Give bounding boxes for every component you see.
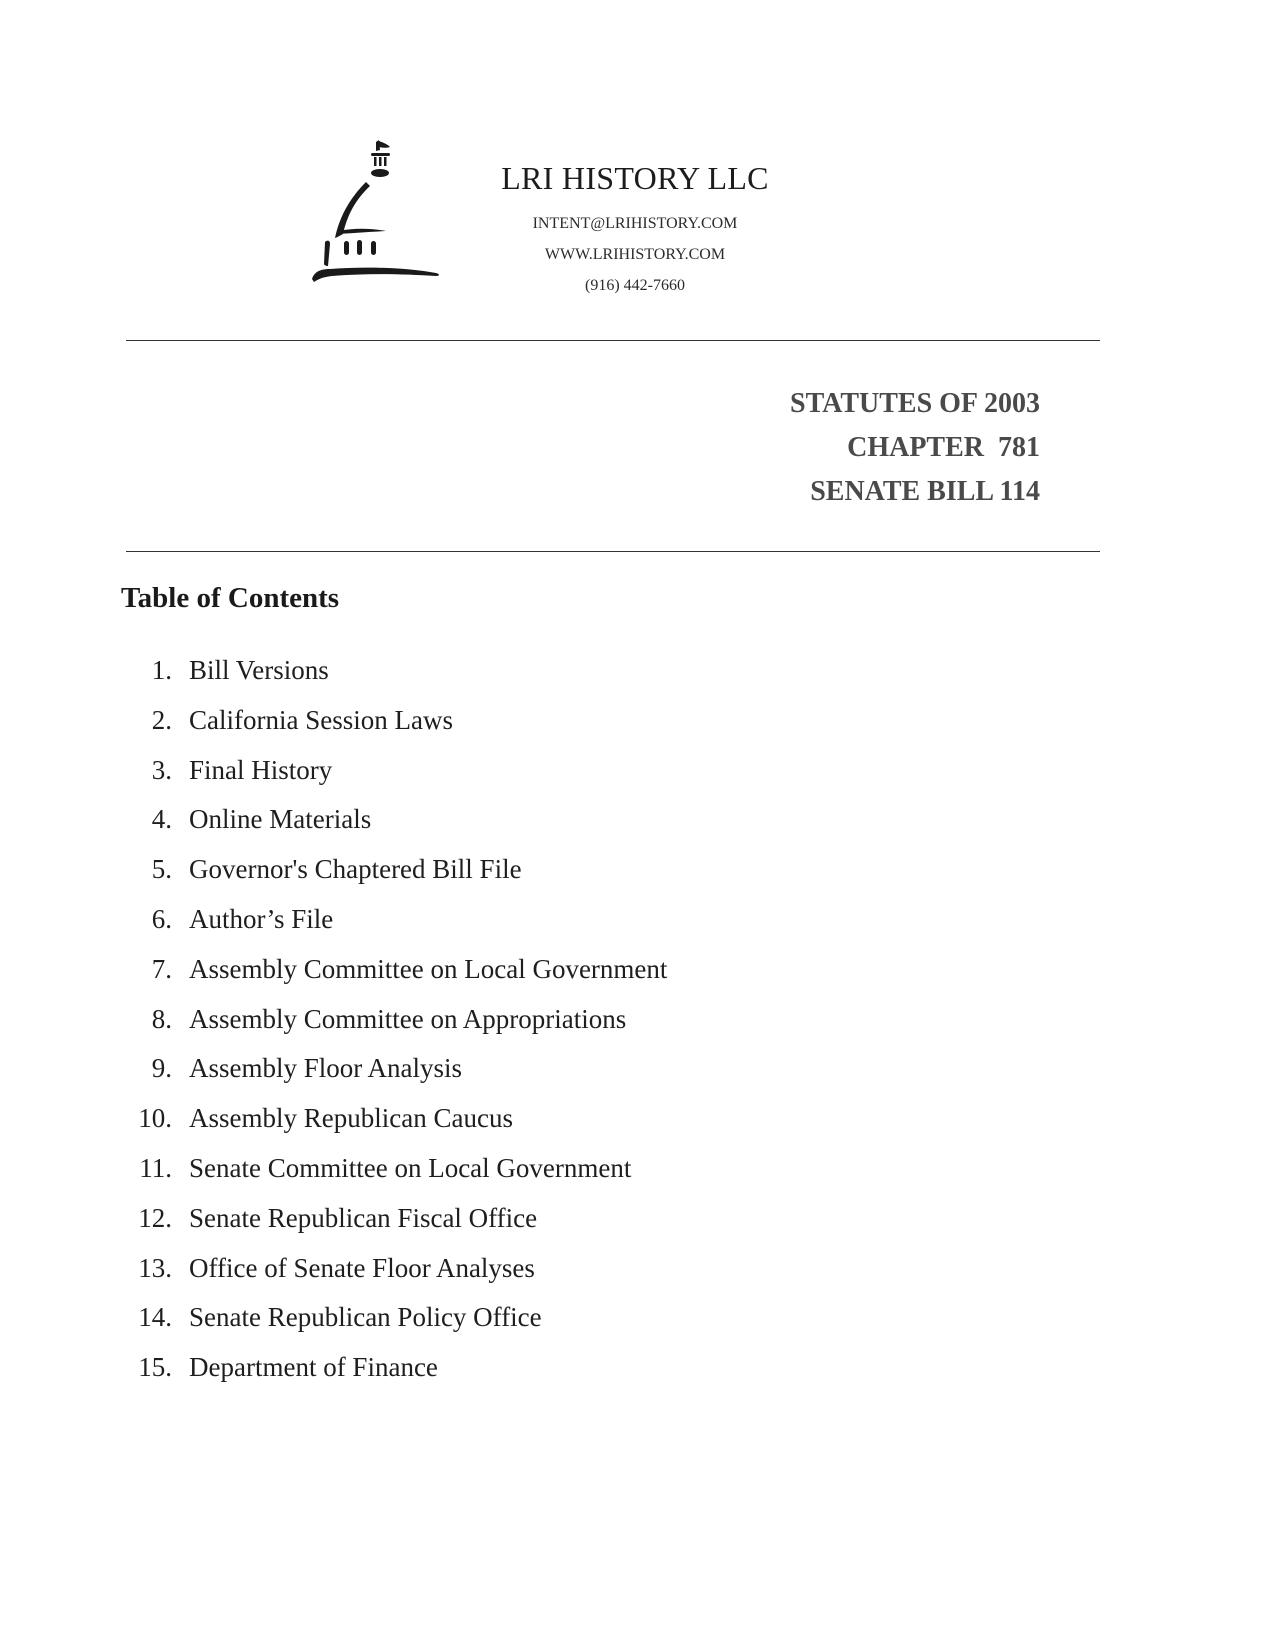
toc-item (120, 1343, 667, 1393)
toc-item-label: Department of Finance (189, 1352, 438, 1383)
toc-heading: Table of Contents (121, 582, 340, 614)
toc-item-number: 4. (151, 804, 172, 835)
toc-item-label: Online Materials (189, 804, 372, 835)
toc-item-label: Senate Republican Fiscal Office (189, 1202, 538, 1233)
toc-item (120, 1293, 667, 1343)
toc-item-number: 6. (151, 903, 172, 934)
toc-item (120, 746, 667, 796)
toc-item-number: 12. (138, 1202, 172, 1233)
toc-list (120, 646, 667, 1393)
statute-bill: SENATE BILL 114 (810, 476, 1040, 507)
company-website: WWW.LRIHISTORY.COM (544, 246, 726, 263)
toc-item (120, 1244, 667, 1294)
toc-item-number: 13. (138, 1252, 172, 1283)
statute-chapter: CHAPTER 781 (847, 432, 1040, 463)
toc-item-label: Final History (189, 754, 333, 785)
toc-item-number: 5. (151, 854, 172, 885)
company-name: LRI HISTORY LLC (501, 160, 769, 196)
toc-item-label: Governor's Chaptered Bill File (189, 854, 522, 885)
toc-item-label: Senate Committee on Local Government (189, 1152, 632, 1183)
toc-item (120, 1144, 667, 1194)
toc-item-number: 3. (151, 754, 172, 785)
toc-item-number: 15. (138, 1352, 172, 1383)
company-phone: (916) 442-7660 (585, 277, 685, 294)
company-email: INTENT@LRIHISTORY.COM (532, 215, 738, 232)
toc-item (120, 646, 667, 696)
toc-item-number: 8. (151, 1003, 172, 1034)
toc-item-label: Bill Versions (189, 655, 329, 685)
toc-item-label: Assembly Committee on Appropriations (189, 1003, 627, 1034)
toc-item-number: 2. (151, 704, 172, 735)
toc-item-number: 11. (139, 1152, 172, 1183)
toc-item-number: 9. (151, 1053, 172, 1084)
toc-item (120, 795, 667, 845)
toc-item (120, 696, 667, 746)
statute-block (790, 382, 1040, 514)
toc-item-label: Office of Senate Floor Analyses (189, 1252, 535, 1283)
toc-item (120, 945, 667, 995)
toc-item (120, 895, 667, 945)
letterhead-company-block (430, 160, 840, 301)
toc-item-number: 14. (138, 1302, 172, 1333)
toc-item-label: Assembly Floor Analysis (189, 1053, 463, 1084)
top-divider (126, 340, 1100, 341)
toc-item-number: 10. (138, 1103, 172, 1134)
toc-item (120, 845, 667, 895)
bottom-divider (126, 551, 1100, 552)
statute-year: STATUTES OF 2003 (790, 388, 1040, 419)
toc-item (120, 1094, 667, 1144)
toc-item-label: Assembly Republican Caucus (189, 1103, 513, 1134)
toc-item-number: 7. (151, 953, 172, 984)
toc-item-number: 1. (151, 655, 172, 685)
toc-item (120, 1194, 667, 1244)
toc-item-label: Author’s File (189, 903, 334, 934)
toc-item (120, 1044, 667, 1094)
toc-item (120, 995, 667, 1045)
toc-item-label: California Session Laws (189, 704, 453, 735)
toc-item-label: Assembly Committee on Local Government (189, 953, 668, 984)
toc-item-label: Senate Republican Policy Office (189, 1302, 542, 1333)
